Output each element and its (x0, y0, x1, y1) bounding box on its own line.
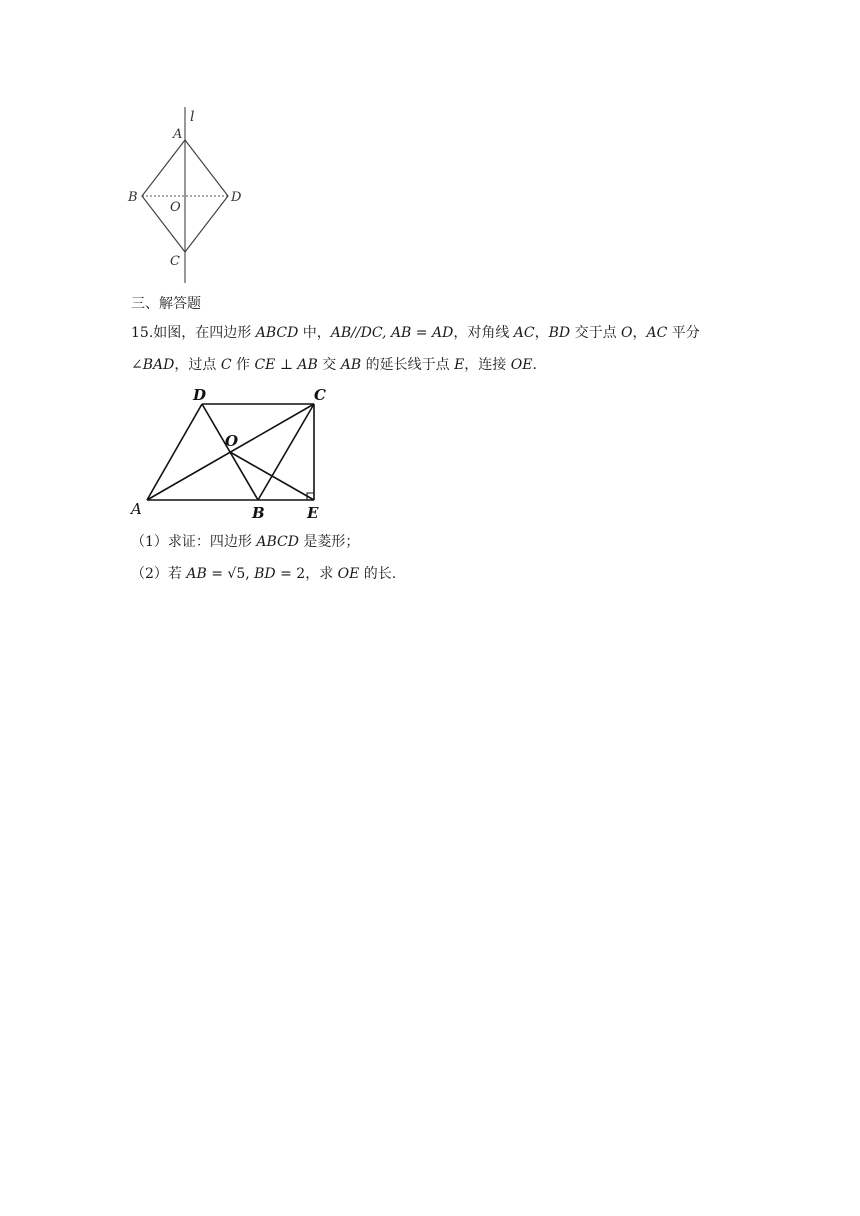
label-b: B (128, 190, 138, 205)
math-bd: BD (254, 566, 276, 582)
label-o: O (225, 432, 239, 450)
math-ac: AC (513, 325, 535, 341)
math-bd: BD (548, 325, 571, 341)
label-a: A (173, 127, 183, 142)
quadrilateral-figure (125, 382, 335, 522)
text: 15.如图，在四边形 (131, 325, 256, 341)
text: 交 (317, 357, 341, 373)
label-e: E (307, 504, 319, 522)
label-l: l (190, 109, 195, 125)
text: 作 (231, 357, 255, 373)
label-a: A (131, 500, 142, 518)
label-b: B (252, 504, 265, 522)
text: （2）若 (131, 566, 187, 582)
math-angle-bad: ∠BAD (131, 357, 175, 373)
math-e: E (454, 357, 465, 373)
label-o: O (170, 200, 181, 215)
text: ，求 (305, 566, 338, 582)
math-ac: AC (646, 325, 668, 341)
text: = 2 (275, 566, 306, 582)
label-c: C (170, 254, 180, 269)
question-1 (131, 532, 359, 552)
label-d: D (231, 190, 242, 205)
math-ab: AB (340, 357, 362, 373)
text: 平分 (667, 325, 700, 341)
text: ，过点 (174, 357, 221, 373)
text: . (532, 357, 537, 373)
label-d: D (193, 386, 207, 404)
text: , (245, 566, 255, 582)
text: ， (534, 325, 549, 341)
math-oe: OE (337, 566, 360, 582)
text: 交于点 (570, 325, 622, 341)
text: 是菱形； (298, 534, 360, 550)
rhombus-axis-figure (120, 105, 260, 285)
text: 中， (298, 325, 331, 341)
text: ，连接 (464, 357, 511, 373)
problem-line-2 (131, 355, 537, 375)
math-sqrt5: √5 (227, 566, 246, 582)
math-abcd: ABCD (256, 534, 299, 550)
section-heading: 三、解答题 (131, 296, 201, 312)
segment-ad (147, 404, 202, 500)
text: （1）求证：四边形 (131, 534, 257, 550)
math-abcd: ABCD (255, 325, 299, 341)
segment-oe (230, 452, 314, 500)
text: ， (632, 325, 647, 341)
text: = (206, 566, 228, 582)
label-c: C (314, 386, 326, 404)
math-oe: OE (510, 357, 533, 373)
math-c: C (220, 357, 232, 373)
segment-bc (258, 404, 314, 500)
math-o: O (621, 325, 633, 341)
math-ce-perp-ab: CE ⊥ AB (254, 357, 318, 373)
text: ，对角线 (453, 325, 514, 341)
math-ab: AB (186, 566, 207, 582)
problem-line-1 (131, 323, 700, 343)
math-condition: AB//DC, AB = AD (330, 325, 454, 341)
text: 的延长线于点 (361, 357, 455, 373)
text: 的长. (359, 566, 397, 582)
question-2 (131, 564, 396, 584)
